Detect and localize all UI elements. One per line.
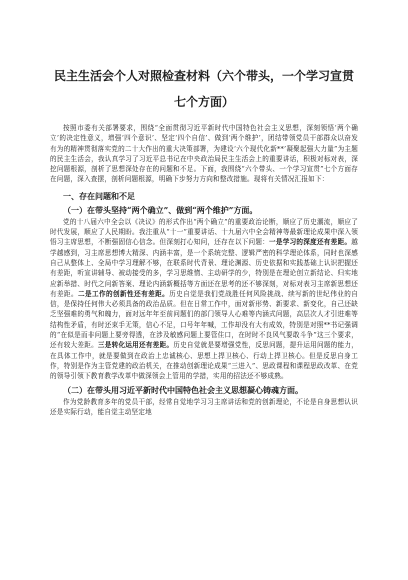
- intro-paragraph: 按照市委有关部署要求，围绕“全面贯彻习近平新时代中国特色社会主义思想，深刻领悟‘两个确立’的决定性意义，增强‘四个意识’、坚定‘四个自信’、做到‘两个维护’，团结带领党员干部群众以奋发有为的精神贯彻落实党的二十大作出的重大决策部署，为建设‘六个现代化新**’凝聚起强大力量”为主题的民主生活会，我认真学习了习近平总书记在中央政治局民主生活会上的重要讲话，积极对标对表，深挖问题根源，剖析了思想深处存在的问题和不足。下面，我围绕“六个带头、一个学习宣贯”七个方面存在问题，深入查摆，剖析问题根源，明确下步努力方向和整改措施。现将有关情况汇报如下：: [50, 124, 358, 184]
- subsection-heading-1: （一）在带头坚持“两个确立”、做到“两个维护”方面。: [63, 204, 258, 215]
- point-2-heading: 二是工作的创新性还有差距。: [78, 289, 170, 298]
- subsection-2-paragraph: 作为党龄教育多年的党员干部，经常自觉地学习习主席讲话和党的创新理论，不论是自身思想认识还是实际行动，能自觉主动坚定地: [50, 397, 358, 416]
- point-3-heading: 三是转化运用还有差距。: [97, 341, 174, 350]
- point-1-heading: 一是学习的深度还有差距。: [269, 238, 352, 247]
- subsection-1-text-c: 历史自觉是我们党战胜任何风险挑战、续写新的世纪伟业的自信，是保持任何伟大必须具备的政治品质。但在日常工作中，面对新形势、新要求、新变化，自己还缺乏坚强难的勇气和魄力，面对远年年至前问题们的部门领导人心难等内涵式问题，高层次人才引进难等结构性矛盾，有时还束手无策，信心不足，口号年年喊，工作却没有大有成效，特别是对照**书记强调的“在似是而非问题上要旁得透，在涉及敏感问题上要管住口，在时时不良风气要敢斗争”这三个要求，还有较大差距。: [50, 289, 358, 350]
- subsection-heading-2: （二）在带头用习近平新时代中国特色社会主义思想凝心铸魂方面。: [63, 384, 303, 395]
- subsection-1-paragraph: [50, 217, 358, 382]
- document-title-line1: 民主生活会个人对照检查材料（六个带头，一个学习宣贯: [53, 69, 354, 83]
- subsection-1-text-b: 越学越感到，习主席思想博大精深、内涵丰富，是一个系统完整、逻辑严密的科学理论体系，同时也深感自己从整体上、全局中学习理解不够，在联系时代背景、理论渊源、历史依据和实践基础上认识把握还有差距，听宣讲辅导、被动接受的多，学习思维惰、主动研学的少，特别是在理论创立新结论、归实地应新举措、时代之问新答案、理论内涵新概括等方面还在思考的还不够深刻，对标对表习主席新思想还有差距。: [50, 238, 358, 298]
- document-title-line2: 七个方面）: [173, 95, 234, 109]
- section-heading-problems: 一、存在问题和不足: [63, 190, 135, 201]
- subsection-1-text-d: 历史自觉就是要增强党性，反思问题，提升运用问题的能力，在具体工作中，就是要做到在政治上忠诚核心、思想上捍卫核心、行动上捍卫核心。但是反思自身工作，特别是作为主管党建的政治机关，在推动创新理论成果“三进入”、思政课程和课程思政改革、在党的领导引领下教育教学改革中做深领会上管用的学措，实用的招法还不够成熟。: [50, 341, 359, 381]
- subsection-1-text-a: 党的十八届六中全会以《决议》的形式作出“两个确立”的重要政治论断，顺应了历史潮流，顺应了时代发展，顺应了人民期盼。我注重从“十一”重要讲话、十九届六中全会精神等最新理论成果中深入领悟习主席思想，不断强固信心信念。但深刻打心知问，还存在以下问题：: [50, 217, 358, 247]
